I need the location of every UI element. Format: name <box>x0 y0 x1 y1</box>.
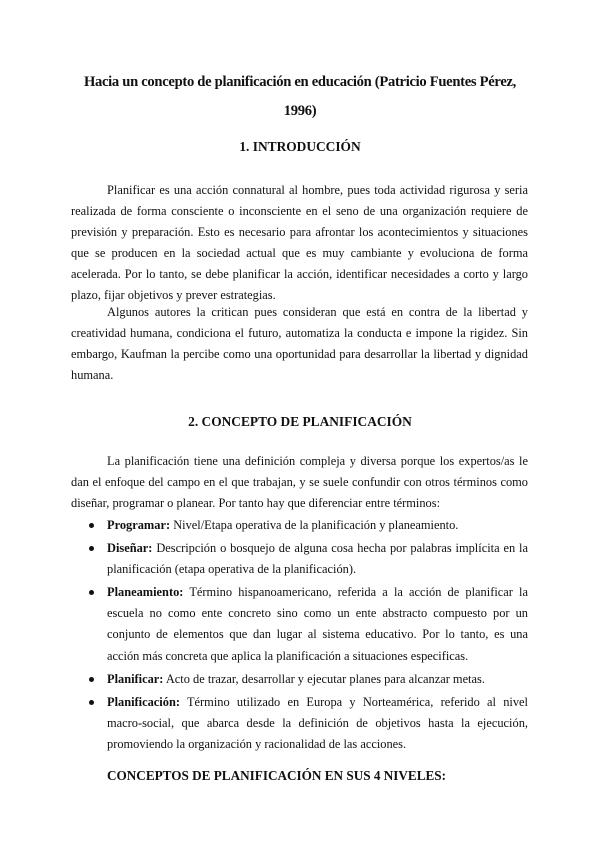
bullet-icon <box>89 546 94 551</box>
term-definition: Término utilizado en Europa y Norteamérica, referido al nivel macro-social, que abarca desde la definición de objetivos hasta la ejecución, promoviendo la organización y racionalidad de las acciones. <box>107 694 528 751</box>
term-label: Planificar: <box>107 671 164 686</box>
list-item <box>71 538 528 580</box>
list-item <box>71 582 528 666</box>
intro-paragraph-2: Algunos autores la critican pues consideran que está en contra de la libertad y creatividad humana, condiciona el futuro, automatiza la conducta e impone la rigidez. Sin embargo, Kaufman la percibe como una oportunidad para desarrollar la libertad y dignidad humana. <box>71 305 528 383</box>
terms-list <box>71 515 528 757</box>
list-item <box>71 692 528 755</box>
document-title: Hacia un concepto de planificación en educación (Patricio Fuentes Pérez, 1996) <box>83 74 517 119</box>
term-definition: Acto de trazar, desarrollar y ejecutar planes para alcanzar metas. <box>165 671 485 686</box>
term-label: Planificación: <box>107 694 180 709</box>
term-label: Planeamiento: <box>107 585 184 600</box>
term-label: Programar: <box>107 518 171 532</box>
section-heading-concepto: 2. CONCEPTO DE PLANIFICACIÓN <box>188 414 412 429</box>
bullet-icon <box>89 677 94 682</box>
intro-paragraph-1: Planificar es una acción connatural al hombre, pues toda actividad rigurosa y seria realizada de forma consciente o inconsciente en el seno de una organización requiere de previsión y preparación. Esto es necesario para afrontar los acontecimientos y situaciones que se producen en la sociedad actual que es muy cambiante y evoluciona de forma acelerada. Por lo tanto, se debe planificar la acción, identificar necesidades a corto y largo plazo, fijar objetivos y prever estrategias. <box>71 183 528 303</box>
term-definition: Descripción o bosquejo de alguna cosa hecha por palabras implícita en la planificación (etapa operativa de la planificación). <box>107 541 528 577</box>
bullet-icon <box>89 700 94 705</box>
list-item <box>71 515 528 536</box>
bullet-icon <box>89 590 94 595</box>
section-heading-niveles: CONCEPTOS DE PLANIFICACIÓN EN SUS 4 NIVELES: <box>107 768 447 783</box>
section-heading-introduccion: 1. INTRODUCCIÓN <box>239 139 361 154</box>
concepto-intro-paragraph: La planificación tiene una definición compleja y diversa porque los expertos/as le dan el enfoque del campo en el que trabajan, y se suele confundir con otros términos como diseñar, programar o planear. Por tanto hay que diferenciar entre términos: <box>71 454 528 511</box>
bullet-icon <box>89 523 94 528</box>
list-item <box>71 669 528 690</box>
term-label: Diseñar: <box>107 541 153 556</box>
term-definition: Término hispanoamericano, referida a la acción de planificar la escuela no como ente concreto sino como un ente abstracto compuesto por un conjunto de elementos que dan lugar al sistema educativo. Por lo tanto, es una acción más concreta que aplica la planificación a situaciones especificas. <box>107 585 528 663</box>
term-definition: Nivel/Etapa operativa de la planificación y planeamiento. <box>173 518 459 532</box>
